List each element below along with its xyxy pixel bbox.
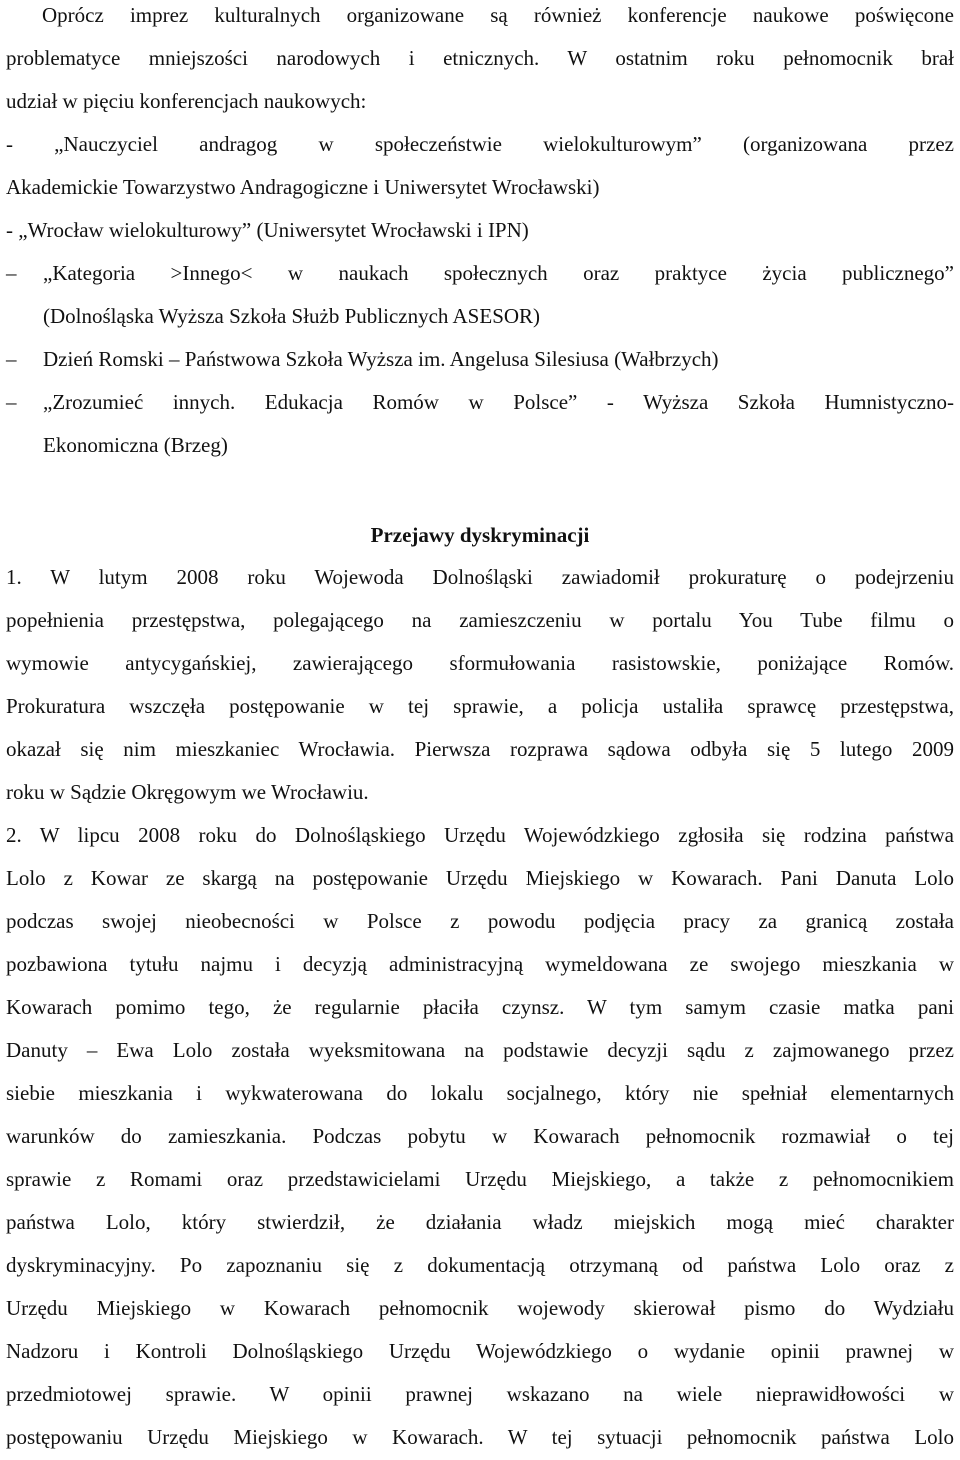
case-2-line-7: siebie mieszkania i wykwaterowana do lokalu socjalnego, który nie spełniał elementarnych xyxy=(6,1081,954,1105)
intro-line-3: udział w pięciu konferencjach naukowych: xyxy=(6,89,367,113)
case-2-line-9: sprawie z Romami oraz przedstawicielami Urzędu Miejskiego, a także z pełnomocnikiem xyxy=(6,1167,954,1191)
case-1-line-3: wymowie antycygańskiej, zawierającego sformułowania rasistowskie, poniżające Romów. xyxy=(6,651,954,675)
case-2-line-13: Nadzoru i Kontroli Dolnośląskiego Urzędu Wojewódzkiego o wydanie opinii prawnej w xyxy=(6,1339,954,1363)
case-2-line-12: Urzędu Miejskiego w Kowarach pełnomocnik wojewody skierował pismo do Wydziału xyxy=(6,1296,954,1320)
case-1-line-6: roku w Sądzie Okręgowym we Wrocławiu. xyxy=(6,780,369,804)
case-1-line-4: Prokuratura wszczęła postępowanie w tej sprawie, a policja ustaliła sprawcę przestępstwa, xyxy=(6,694,954,718)
case-2-line-3: podczas swojej nieobecności w Polsce z powodu podjęcia pracy za granicą została xyxy=(6,909,954,933)
conference-item-4-text: Dzień Romski – Państwowa Szkoła Wyższa im. Angelusa Silesiusa (Wałbrzych) xyxy=(43,347,719,371)
conference-item-3 xyxy=(6,258,954,288)
case-2-line-2: Lolo z Kowar ze skargą na postępowanie Urzędu Miejskiego w Kowarach. Pani Danuta Lolo xyxy=(6,866,954,890)
case-2-line-14: przedmiotowej sprawie. W opinii prawnej wskazano na wiele nieprawidłowości w xyxy=(6,1382,954,1406)
case-2-line-6: Danuty – Ewa Lolo została wyeksmitowana na podstawie decyzji sądu z zajmowanego przez xyxy=(6,1038,954,1062)
conference-item-3-cont xyxy=(6,301,954,331)
case-2-line-5: Kowarach pomimo tego, że regularnie płaciła czynsz. W tym samym czasie matka pani xyxy=(6,995,954,1019)
list-dash: – xyxy=(6,390,17,414)
list-dash: – xyxy=(6,261,17,285)
list-dash: – xyxy=(6,347,17,371)
case-2-line-4: pozbawiona tytułu najmu i decyzją administracyjną wymeldowana ze swojego mieszkania w xyxy=(6,952,954,976)
case-2-line-11: dyskryminacyjny. Po zapoznaniu się z dokumentacją otrzymaną od państwa Lolo oraz z xyxy=(6,1253,954,1277)
conference-item-5 xyxy=(6,387,954,417)
conference-item-1-line-1: - „Nauczyciel andragog w społeczeństwie wielokulturowym” (organizowana przez xyxy=(6,132,954,156)
conference-item-3-line-2: (Dolnośląska Wyższa Szkoła Służb Publicznych ASESOR) xyxy=(43,304,541,328)
case-1-line-2: popełnienia przestępstwa, polegającego na zamieszczeniu w portalu You Tube filmu o xyxy=(6,608,954,632)
conference-item-4 xyxy=(6,344,954,374)
conference-item-5-cont xyxy=(6,430,954,460)
case-1-line-5: okazał się nim mieszkaniec Wrocławia. Pierwsza rozprawa sądowa odbyła się 5 lutego 2009 xyxy=(6,737,954,761)
intro-line-1: Oprócz imprez kulturalnych organizowane są również konferencje naukowe poświęcone xyxy=(42,3,954,27)
case-2-line-8: warunków do zamieszkania. Podczas pobytu w Kowarach pełnomocnik rozmawiał o tej xyxy=(6,1124,954,1148)
case-2-line-15: postępowaniu Urzędu Miejskiego w Kowarach. W tej sytuacji pełnomocnik państwa Lolo xyxy=(6,1425,954,1449)
case-2-line-1: 2. W lipcu 2008 roku do Dolnośląskiego Urzędu Wojewódzkiego zgłosiła się rodzina państwa xyxy=(6,823,954,847)
intro-line-2: problematyce mniejszości narodowych i etnicznych. W ostatnim roku pełnomocnik brał xyxy=(6,46,954,70)
conference-item-1-line-2: Akademickie Towarzystwo Andragogiczne i Uniwersytet Wrocławski) xyxy=(6,175,600,199)
conference-item-5-line-1: „Zrozumieć innych. Edukacja Romów w Polsce” - Wyższa Szkoła Humnistyczno- xyxy=(43,390,954,414)
case-2-line-10: państwa Lolo, który stwierdził, że działania władz miejskich mogą mieć charakter xyxy=(6,1210,954,1234)
section-heading: Przejawy dyskryminacji xyxy=(370,523,590,547)
conference-item-2: - „Wrocław wielokulturowy” (Uniwersytet Wrocławski i IPN) xyxy=(6,218,529,242)
conference-item-5-line-2: Ekonomiczna (Brzeg) xyxy=(43,433,228,457)
conference-item-3-line-1: „Kategoria >Innego< w naukach społecznych oraz praktyce życia publicznego” xyxy=(43,261,954,285)
case-1-line-1: 1. W lutym 2008 roku Wojewoda Dolnośląski zawiadomił prokuraturę o podejrzeniu xyxy=(6,565,954,589)
